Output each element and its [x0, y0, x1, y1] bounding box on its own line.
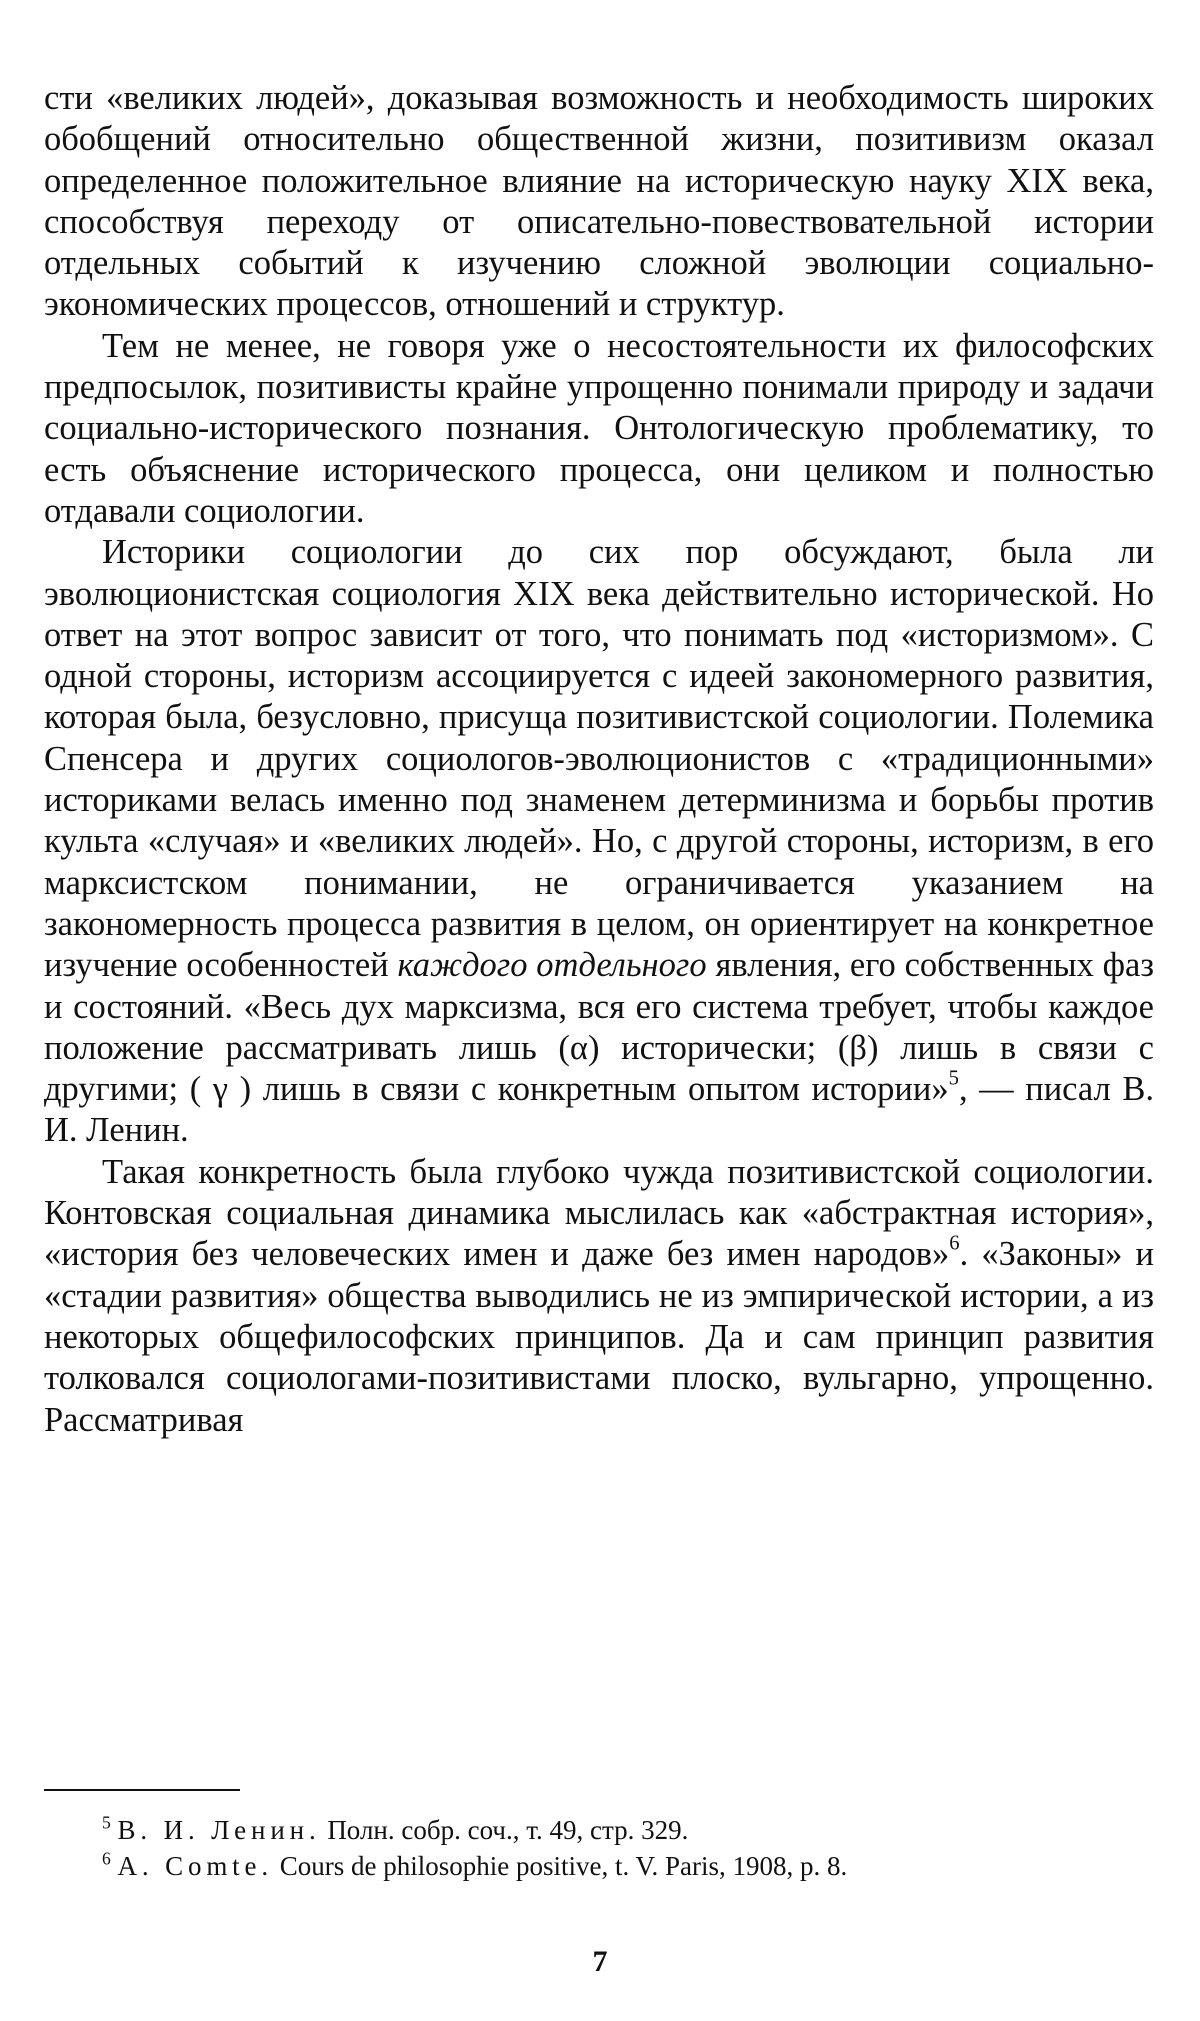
footnote-mark: 5 [102, 1812, 111, 1833]
paragraph-3-text-c: , — писал В. И. Ленин. [44, 1070, 1154, 1150]
footnote-mark: 6 [102, 1848, 111, 1869]
paragraph-3-text-b: явления, его собственных фаз и состояний. «Весь дух марксизма, вся его система требует, чтобы каждое положение рассматривать лишь (α) исторически; (β) лишь в связи с другими; ( γ ) лишь в связи с конкретным опытом истории» [44, 946, 1154, 1109]
page-number: 7 [592, 1945, 608, 1978]
footnote-5 [44, 1812, 1154, 1848]
main-text [44, 78, 1154, 1441]
paragraph-3 [44, 532, 1154, 1151]
paragraph-2: Тем не менее, не говоря уже о несостоятельности их философских предпосылок, позитивисты крайне упрощенно понимали природу и задачи социально-исторического познания. Онтологическую проблематику, то есть объяснение исторического процесса, они целиком и полностью отдавали социологии. [44, 326, 1154, 530]
paragraph-4-text-a: Такая конкретность была глубоко чужда позитивистской социологии. Контовская социальная динамика мыслилась как «абстрактная история», «история без человеческих имен и даже без имен народов» [44, 1152, 1154, 1274]
footnote-author: A. Comte. [117, 1851, 273, 1881]
emphasis-italic: каждого отдельного [397, 946, 707, 985]
footnote-text: Полн. собр. соч., т. 49, стр. 329. [320, 1815, 689, 1845]
paragraph-1: сти «великих людей», доказывая возможность и необходимость широких обобщений относительно общественной жизни, позитивизм оказал определенное положительное влияние на историческую науку XIX века, способствуя переходу от описательно-повествовательной истории отдельных событий к изучению сложной эволюции социально-экономических процессов, отношений и структур. [44, 79, 1154, 324]
footnotes [44, 1812, 1154, 1884]
footnote-separator [44, 1789, 240, 1791]
footnote-text: Cours de philosophie positive, t. V. Paris, 1908, p. 8. [273, 1851, 848, 1881]
footnote-ref-6: 6 [949, 1232, 960, 1255]
paragraph-4 [44, 1152, 1154, 1441]
footnote-author: В. И. Ленин. [117, 1815, 321, 1845]
paragraph-3-text-a: Историки социологии до сих пор обсуждают, была ли эволюционистская социология XIX века действительно исторической. Но ответ на этот вопрос зависит от того, что понимать под «историзмом». С одной стороны, историзм ассоциируется с идеей закономерного развития, которая была, безусловно, присуща позитивистской социологии. Полемика Спенсера и других социологов-эволюционистов с «традиционными» историками велась именно под знаменем детерминизма и борьбы против культа «случая» и «великих людей». Но, с другой стороны, историзм, в его марксистском понимании, не ограничивается указанием на закономерность процесса развития в целом, он ориентирует на конкретное изучение особенностей [44, 533, 1154, 985]
paragraph-4-text-b: . «Законы» и «стадии развития» общества выводились не из эмпирической истории, а из некоторых общефилософских принципов. Да и сам принцип развития толковался социологами-позитивистами плоско, вульгарно, упрощенно. Рассматривая [44, 1235, 1155, 1439]
footnote-ref-5: 5 [948, 1067, 959, 1090]
footnote-6 [44, 1848, 1154, 1884]
